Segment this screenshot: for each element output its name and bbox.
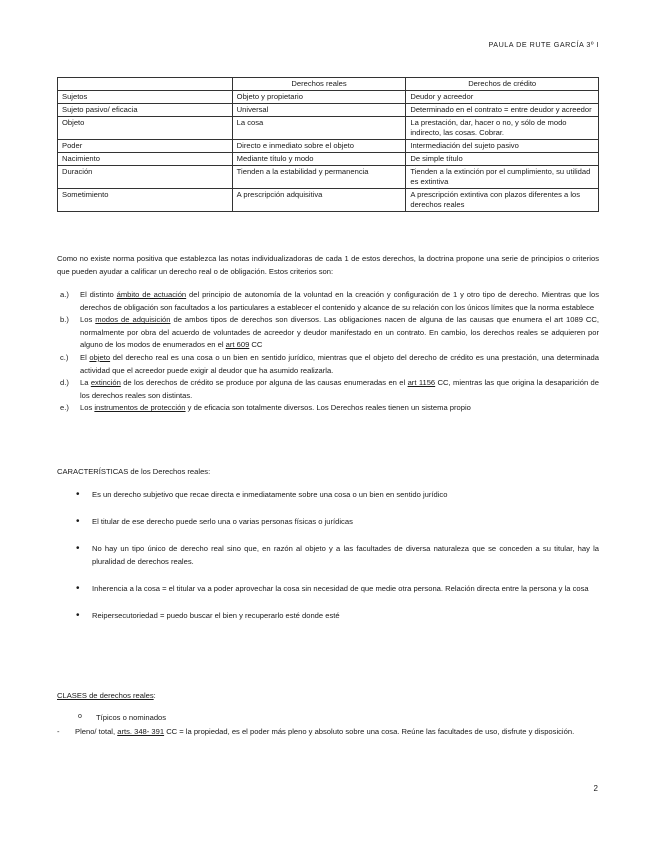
table-cell: Duración	[58, 166, 233, 189]
table-row	[58, 166, 599, 189]
page-header: PAULA DE RUTE GARCÍA 3º I	[488, 40, 599, 49]
table-cell: Nacimiento	[58, 153, 233, 166]
characteristics-list	[76, 489, 599, 637]
list-item-text: Reipersecutoriedad = puedo buscar el bien y recuperarlo esté donde esté	[92, 610, 340, 620]
list-item-text: El distinto ámbito de actuación del principio de autonomía de la voluntad en la creación y configuración de 1 y otro tipo de derecho. Mientras que los derechos de obligación son facultados a los particulares a establecer el contenido y alcance de su relación con los únicos límites que la norma establece	[80, 290, 599, 312]
list-item-text: Los instrumentos de protección y de eficacia son totalmente diversos. Los Derechos reales tienen un sistema propio	[80, 403, 471, 413]
underlined-term: modos de adquisición	[95, 315, 171, 325]
list-marker: a.)	[60, 290, 69, 299]
table-cell: Tienden a la extinción por el cumplimiento, su utilidad es extintiva	[406, 166, 599, 189]
list-item-text: Inherencia a la cosa = el titular va a poder aprovechar la cosa sin necesidad de que medie otra persona. Relación directa entre la persona y la cosa	[92, 583, 589, 593]
table-cell: La cosa	[232, 117, 406, 140]
section-title-characteristics: CARACTERÍSTICAS de los Derechos reales:	[57, 467, 211, 476]
list-item	[60, 377, 599, 402]
bullet-icon: •	[76, 489, 80, 500]
list-item-text: No hay un tipo único de derecho real sino que, en razón al objeto y a las facultades de diversa naturaleza que se conceden a su titular, hay la pluralidad de derechos reales.	[92, 544, 599, 566]
table-cell: Poder	[58, 140, 233, 153]
list-item	[60, 352, 599, 377]
page-number: 2	[593, 784, 598, 793]
table-cell: Objeto	[58, 117, 233, 140]
table-header-row	[58, 78, 599, 91]
table-cell: Intermediación del sujeto pasivo	[406, 140, 599, 153]
table-cell: Directo e inmediato sobre el objeto	[232, 140, 406, 153]
bullet-icon: •	[76, 582, 80, 594]
intro-paragraph: Como no existe norma positiva que establezca las notas individualizadoras de cada 1 de estos derechos, la doctrina propone una serie de principios o criterios que pueden ayudar a calificar un derecho real o de obligación. Estos criterios son:	[57, 254, 599, 276]
article-link[interactable]: arts. 348- 391	[117, 727, 165, 736]
bullet-icon: •	[76, 516, 80, 528]
underlined-term: instrumentos de protección	[94, 403, 186, 413]
list-item	[60, 314, 599, 352]
sub-list-item	[78, 713, 166, 722]
article-link[interactable]: art 1156	[407, 378, 436, 388]
list-marker: d.)	[60, 378, 69, 388]
list-item-text: Es un derecho subjetivo que recae directa e inmediatamente sobre una cosa o un bien en sentido jurídico	[92, 490, 448, 499]
table-cell: Sujeto pasivo/ eficacia	[58, 104, 233, 117]
table-row	[58, 140, 599, 153]
bullet-icon: •	[76, 609, 80, 621]
list-marker: e.)	[60, 403, 69, 413]
list-marker: c.)	[60, 352, 69, 362]
table-cell: Determinado en el contrato = entre deudor y acreedor	[406, 104, 599, 117]
table-cell: Universal	[232, 104, 406, 117]
table-cell: Mediante título y modo	[232, 153, 406, 166]
table-cell: A prescripción extintiva con plazos diferentes a los derechos reales	[406, 189, 599, 212]
table-row	[58, 91, 599, 104]
table-cell: La prestación, dar, hacer o no, y sólo de modo indirecto, las cosas. Cobrar.	[406, 117, 599, 140]
table-header-cell	[58, 78, 233, 91]
list-item-text: El objeto del derecho real es una cosa o un bien en sentido jurídico, mientras que el objeto del derecho de crédito es una prestación, una determinada actividad que el acreedor puede exigir al deudor que ha asumido realizarla.	[80, 352, 599, 375]
table-header-cell: Derechos reales	[232, 78, 406, 91]
list-item	[76, 489, 599, 502]
table-row	[58, 189, 599, 212]
table-row	[58, 117, 599, 140]
circle-bullet-icon: o	[78, 713, 82, 720]
table-cell: Sujetos	[58, 91, 233, 104]
list-item-text: El titular de ese derecho puede serlo una o varias personas físicas o jurídicas	[92, 517, 353, 527]
table-cell: A prescripción adquisitiva	[232, 189, 406, 212]
table-row	[58, 153, 599, 166]
list-item	[76, 583, 599, 596]
sub-list-item-text: Típicos o nominados	[96, 713, 167, 722]
list-item	[76, 543, 599, 568]
dash-list-item-text: Pleno/ total, arts. 348- 391 CC = la propiedad, es el poder más pleno y absoluto sobre una cosa. Reúne las facultades de uso, disfrute y disposición.	[75, 727, 575, 736]
table-cell: Deudor y acreedor	[406, 91, 599, 104]
table-header-cell: Derechos de crédito	[406, 78, 599, 91]
list-marker: b.)	[60, 315, 69, 325]
table-cell: Sometimiento	[58, 189, 233, 212]
table-cell: Objeto y propietario	[232, 91, 406, 104]
list-item-text: La extinción de los derechos de crédito se produce por alguna de las causas enumeradas en el art 1156 CC, mientras las que origina la desaparición de los derechos reales son distintas.	[80, 378, 599, 400]
comparison-table	[57, 77, 599, 212]
underlined-term: objeto	[89, 352, 111, 362]
list-item	[60, 402, 599, 415]
article-link[interactable]: art 609	[225, 340, 250, 350]
list-item	[76, 516, 599, 529]
bullet-icon: •	[76, 543, 80, 555]
table-cell: De simple título	[406, 153, 599, 166]
dash-marker: -	[57, 727, 60, 736]
underlined-term: extinción	[90, 378, 121, 388]
list-item	[60, 289, 599, 314]
underlined-term: ámbito de actuación	[116, 290, 187, 299]
dash-list-item	[57, 726, 599, 739]
list-item-text: Los modos de adquisición de ambos tipos de derechos son diversos. Las obligaciones nacen de alguna de las causas que enumera el art 1089 CC, normalmente por obra del acuerdo de voluntades de acreedor y deudor manifestado en un contrato. En cambio, los derechos reales se adquieren por alguno de los modos de enumerados en el art 609 CC	[80, 315, 599, 350]
section-title-clases: CLASES de derechos reales:	[57, 691, 156, 700]
list-item	[76, 610, 599, 623]
criteria-list	[60, 289, 599, 415]
table-row	[58, 104, 599, 117]
table-cell: Tienden a la estabilidad y permanencia	[232, 166, 406, 189]
